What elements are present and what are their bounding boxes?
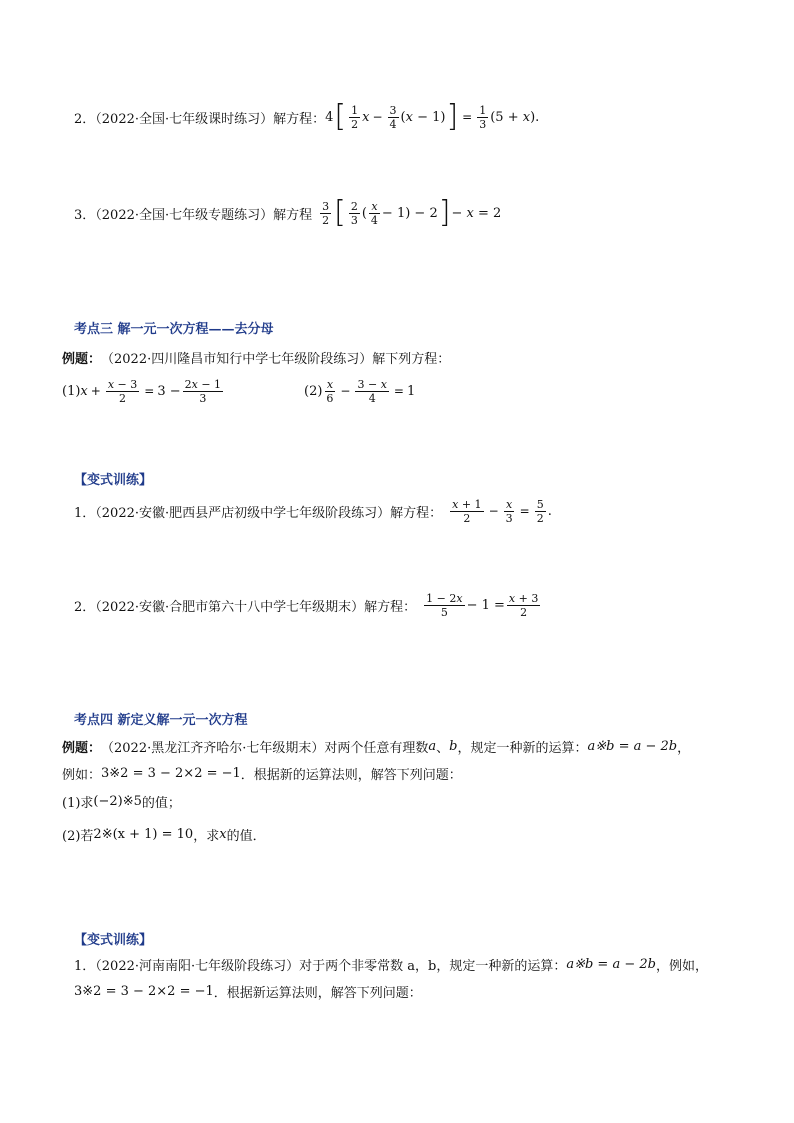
kd3-part-1	[62, 374, 225, 408]
fraction: $\frac{1}{3}$	[479, 103, 487, 131]
section-title-kd3: 考点三 解一元一次方程——去分母	[74, 322, 274, 337]
period: .	[535, 109, 540, 125]
var-x: x	[362, 109, 370, 125]
left-bracket: [	[334, 99, 347, 134]
problem-text: 1．（2022·河南南阳·七年级阶段练习）对于两个非零常数 a，b，规定一种新的运算：	[74, 959, 567, 974]
operator: −	[372, 110, 383, 124]
fraction: $\frac{x}{6}$	[326, 377, 334, 405]
right-bracket: ]	[438, 195, 451, 230]
operator: =	[519, 504, 530, 518]
eq-term: 1	[406, 383, 416, 399]
eq-term: − 1) − 2	[381, 205, 438, 221]
part-text: 的值；	[141, 796, 181, 811]
fraction: $\frac{5}{2}$	[536, 497, 544, 525]
problem-3-prefix: 3．（2022·全国·七年级专题练习）解方程	[74, 207, 313, 223]
bs1-problem-2	[74, 587, 542, 623]
eq-coef: 4	[325, 109, 334, 125]
part-label: (2)	[304, 383, 323, 399]
part-text: 的值．	[226, 829, 266, 844]
fraction: $\frac{1}{2}$	[351, 103, 359, 131]
example-text: （2022·四川隆昌市知行中学七年级阶段练习）解下列方程：	[101, 352, 451, 367]
var-x: x	[80, 383, 88, 399]
bs2-problem-1-line-1	[74, 955, 708, 974]
bs2-problem-1-line-2	[74, 982, 422, 1001]
fraction: $\frac{x - 3}{2}$	[107, 377, 138, 405]
period: .	[547, 503, 552, 519]
paren: (	[361, 205, 367, 221]
fraction: $\frac{3}{2}$	[322, 199, 330, 227]
right-bracket: ]	[446, 99, 459, 134]
eq-term: − x = 2	[451, 205, 502, 221]
operator: =	[393, 384, 404, 398]
section-title-kd4: 考点四 新定义解一元一次方程	[74, 713, 248, 728]
fraction: $\frac{3 - x}{4}$	[357, 377, 387, 405]
fraction: $\frac{x}{3}$	[505, 497, 513, 525]
kd4-part-1	[62, 792, 181, 811]
kd3-part-2	[304, 374, 415, 408]
eq-term: 3 −	[157, 383, 181, 399]
part-text: (2)若	[62, 829, 94, 844]
section-title-bs2: 【变式训练】	[74, 933, 153, 948]
kd4-part-2	[62, 825, 266, 844]
problem-text: ．根据新运算法则，解答下列问题：	[213, 986, 422, 1001]
comma: ，	[677, 741, 691, 756]
part-expr: 2※(x + 1) = 10	[93, 827, 194, 842]
separator: 、	[436, 741, 450, 756]
eq-term: − 1 =	[466, 597, 505, 613]
problem-text: ，例如，	[655, 959, 708, 974]
fraction: $\frac{x + 3}{2}$	[508, 591, 539, 619]
part-text: ，求	[193, 829, 220, 844]
eq-term: (x − 1)	[400, 109, 446, 125]
fraction: $\frac{3}{4}$	[389, 103, 397, 131]
var-b: b	[449, 739, 458, 754]
problem-prefix: 1．（2022·安徽·肥西县严店初级中学七年级阶段练习）解方程：	[74, 505, 443, 521]
left-bracket: [	[334, 195, 346, 230]
part-label: (1)	[62, 383, 81, 399]
var-x: x	[219, 827, 227, 842]
fraction: $\frac{1 - 2x}{5}$	[426, 591, 463, 619]
eq-term: (5 + x)	[490, 109, 536, 125]
operator: =	[144, 384, 155, 398]
part-expr: (−2)※5	[93, 794, 142, 809]
bs1-problem-1	[74, 493, 552, 529]
problem-3	[74, 195, 501, 231]
example-text: （2022·黑龙江齐齐哈尔·七年级期末）对两个任意有理数	[101, 741, 429, 756]
fraction: $\frac{x}{4}$	[370, 199, 378, 227]
operator: =	[462, 110, 473, 124]
section-title-bs1: 【变式训练】	[74, 473, 153, 488]
example-text: ．根据新的运算法则，解答下列问题：	[240, 768, 462, 783]
example-label: 例题：	[62, 741, 102, 756]
problem-2	[74, 100, 539, 134]
operator: +	[90, 384, 101, 398]
example-label: 例题：	[62, 352, 102, 367]
operator: −	[488, 504, 499, 518]
example-expr: 3※2 = 3 − 2×2 = −1	[74, 984, 214, 999]
var-a: a	[428, 739, 437, 754]
kd4-example-line-1	[62, 737, 690, 756]
example-text: ，规定一种新的运算：	[457, 741, 588, 756]
operator: −	[340, 384, 351, 398]
fraction: $\frac{2x - 1}{3}$	[184, 377, 222, 405]
problem-prefix: 2．（2022·安徽·合肥市第六十八中学七年级期末）解方程：	[74, 599, 417, 615]
part-text: (1)求	[62, 796, 94, 811]
problem-2-prefix: 2．（2022·全国·七年级课时练习）解方程：	[74, 111, 326, 127]
kd4-example-line-2	[62, 764, 462, 783]
definition-expr: a※b = a − 2b	[566, 957, 656, 972]
example-text: 例如：	[62, 768, 102, 783]
kd3-example	[62, 348, 450, 367]
fraction: $\frac{x + 1}{2}$	[452, 497, 482, 525]
example-expr: 3※2 = 3 − 2×2 = −1	[101, 766, 241, 781]
fraction: $\frac{2}{3}$	[350, 199, 358, 227]
definition-expr: a※b = a − 2b	[587, 739, 678, 754]
